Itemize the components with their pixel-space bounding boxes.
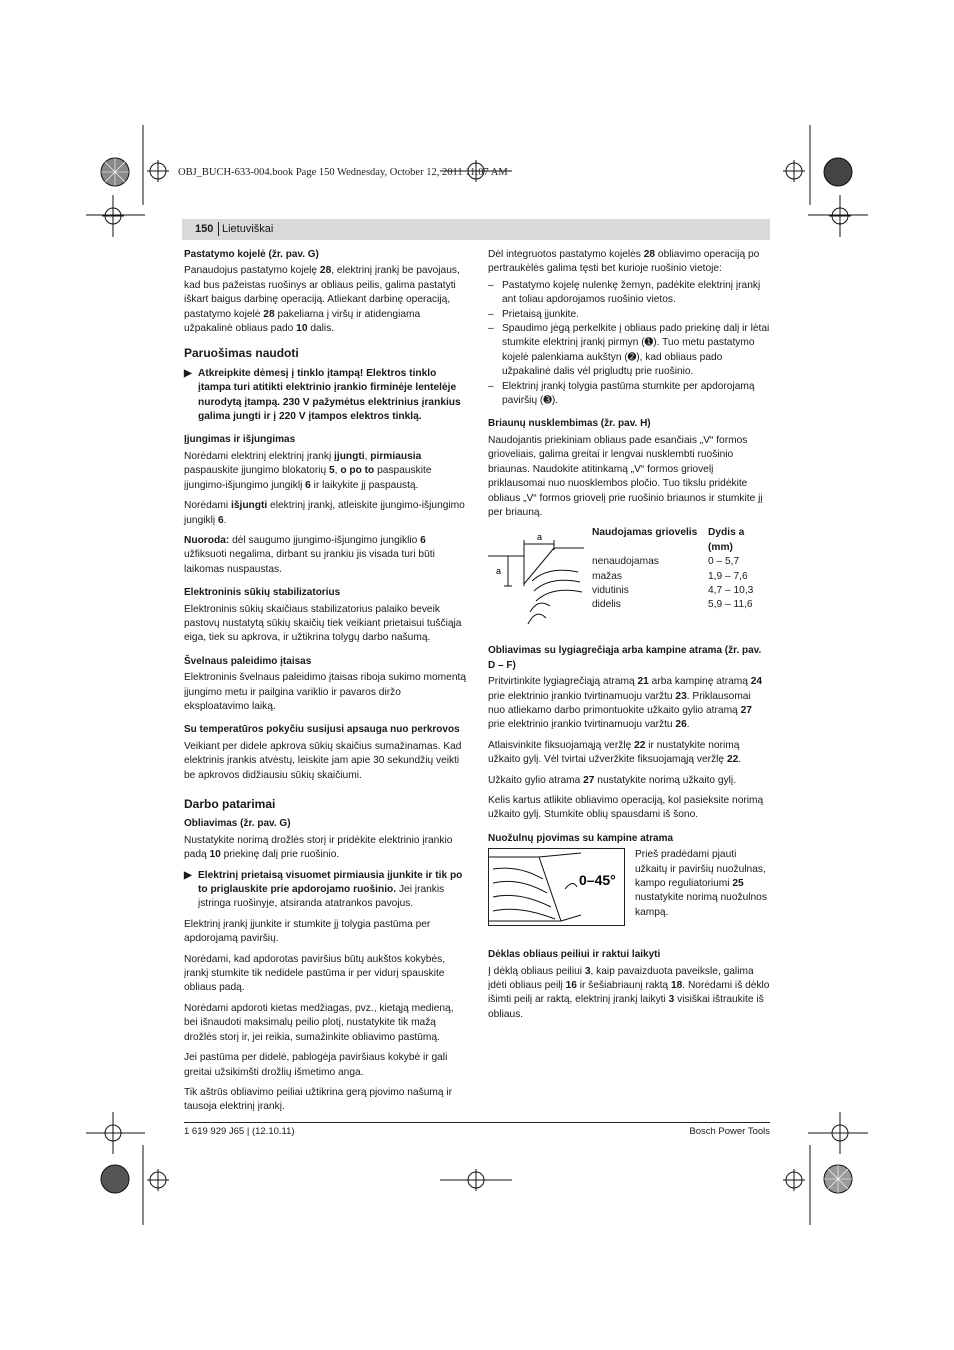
- list-item: – Pastatymo kojelę nulenkę žemyn, padėkite elektrinį įrankį ant toliau apdorojamos ruošinio vietos.: [488, 279, 761, 306]
- page-header: [182, 219, 770, 240]
- paragraph: Norėdami apdoroti kietas medžiagas, pvz., kietąją medieną, bei išnaudoti maksimalų peilio plotį, nustatykite tik mažą drožlės storį ir, jei reikia, sumažinkite obliavimo pastūmą.: [184, 1002, 454, 1043]
- chamfer-illustration: [488, 526, 588, 626]
- svg-text:a: a: [496, 566, 502, 577]
- section-heading: Paruošimas naudoti: [184, 346, 299, 361]
- list-item: – Spaudimo jėgą perkelkite į obliaus pado priekinę dalį ir lėtai stumkite elektrinį įrankį pirmyn (➊). Tuo metu pastatymo kojelė palenkiama aukštyn (➋), kad obliaus pado užpakalinė dalis vėl prigludtų prie ruošinio.: [488, 323, 770, 378]
- section-title: Pastatymo kojelė (žr. pav. G): [184, 249, 319, 260]
- footer-doc-number: 1 619 929 J65 | (12.10.11): [184, 1126, 295, 1137]
- section-title: Su temperatūros pokyčiu susijusi apsauga nuo perkrovos: [184, 724, 460, 736]
- paragraph: Atlaisvinkite fiksuojamąją veržlę 22 ir nustatykite norimą užkaito gylį. Vėl tvirtai užveržkite fiksuojamąją veržlę 22.: [488, 739, 742, 766]
- svg-text:0–45°: 0–45°: [579, 872, 616, 889]
- bevel-section: [488, 848, 770, 932]
- table-data: [592, 526, 770, 626]
- list-item: – Elektrinį įrankį tolygia pastūma stumkite per apdorojamą paviršių (➌).: [488, 380, 755, 407]
- paragraph: Nuoroda: dėl saugumo įjungimo-išjungimo jungiklio 6 užfiksuoti negalima, dirbant su įrankiu jis visada turi būti laikomas nuspaustas.: [184, 534, 435, 575]
- bevel-illustration: [489, 849, 624, 925]
- section-title: Briaunų nusklembimas (žr. pav. H): [488, 418, 651, 430]
- paragraph: Norėdami elektrinį elektrinį įrankį įjungti, pirmiausia paspauskite įjungimo blokatorių 5, o po to paspauskite įjungimo-išjungimo jungiklį 6 ir laikykite jį paspaustą.: [184, 450, 432, 491]
- table-row: vidutinis 4,7 – 10,3: [592, 584, 754, 596]
- section-title: Dėklas obliaus peiliui ir raktui laikyti: [488, 949, 661, 961]
- bevel-figure: [488, 848, 625, 926]
- paragraph: Dėl integruotos pastatymo kojelės 28 obliavimo operaciją po pertraukėlės galima tęsti bet kurioje ruošinio vietoje:: [488, 249, 760, 275]
- paragraph: Panaudojus pastatymo kojelę 28, elektrinį įrankį be pavojaus, kad bus pažeistas ruošinys ar obliaus peilis, galima pastatyti iškart baigus darbinę operaciją. Atliekant darbinę operaciją, pastatymo kojelė 28 pakeliama į viršų ir atidengiama užpakalinė obliaus pado 10 dalis.: [184, 265, 460, 335]
- paragraph: Kelis kartus atlikite obliavimo operaciją, kol pasieksite norimą užkaito gylį. Stumkite oblių spausdami iš šono.: [488, 794, 764, 821]
- paragraph: Elektrinį įrankį įjunkite ir stumkite jį tolygia pastūma per apdorojamą paviršių.: [184, 918, 431, 945]
- right-column: [488, 248, 770, 1028]
- paragraph: Į dėklą obliaus peiliui 3, kaip pavaizduota paveiksle, galima įdėti obliaus peilį 16 ir šešiabriaunį raktą 18. Norėdami iš dėklo išimti peilį ar raktą, elektrinį įrankį laikyti 3 visiškai ištraukite iš obliaus.: [488, 965, 770, 1020]
- language-label: Lietuviškai: [222, 223, 274, 235]
- table-row: nenaudojamas 0 – 5,7: [592, 556, 740, 568]
- paragraph: Prieš pradėdami pjauti užkaitų ir paviršių nuožulnas, kampo reguliatoriumi 25 nustatykite norimą nuožulnos kampą.: [635, 849, 767, 918]
- warning-item: [184, 367, 466, 425]
- paragraph: Tik aštrūs obliavimo peiliai užtikrina gerą pjovimo našumą ir tausoja elektrinį įrankį.: [184, 1086, 452, 1113]
- footer-rule: [184, 1122, 770, 1123]
- paragraph: Pritvirtinkite lygiagrečiąją atramą 21 arba kampinę atramą 24 prie elektrinio įrankio tvirtinamuoju varžtu 23. Priklausomai nuo atliekamo darbo primontuokite užkaito gylio atramą 27 prie elektrinio įrankio tvirtinamuoju varžtu 26.: [488, 676, 763, 731]
- table-row: mažas 1,9 – 7,6: [592, 570, 748, 582]
- paragraph: Elektroninis sūkių skaičiaus stabilizatorius palaiko beveik pastovų nustatytą sūkių skaičių tiek veikiant prietaisui tuščiąja eiga, tiek su apkrova, ir užtikrina tolygų darbo našumą.: [184, 603, 462, 644]
- paragraph: Norėdami išjungti elektrinį įrankį, atleiskite įjungimo-išjungimo jungiklį 6.: [184, 500, 465, 526]
- header-separator: [218, 222, 219, 236]
- footer-brand: Bosch Power Tools: [689, 1126, 770, 1137]
- section-title: Obliavimas (žr. pav. G): [184, 818, 291, 830]
- section-title: Įjungimas ir išjungimas: [184, 434, 296, 446]
- table-header-row: Naudojamas griovelis Dydis a (mm): [592, 527, 745, 553]
- page-number: 150: [195, 223, 214, 235]
- table-row: didelis 5,9 – 11,6: [592, 599, 753, 611]
- section-title: Obliavimas su lygiagrečiąja arba kampine atrama (žr. pav. D – F): [488, 645, 762, 671]
- paragraph: Elektroninis švelnaus paleidimo įtaisas riboja sukimo momentą įjungimo metu ir pailgina variklio ir pavaros diržo eksploatavimo laiką.: [184, 672, 466, 712]
- paragraph: Norėdami, kad apdorotas paviršius būtų aukštos kokybės, įrankį stumkite tik nedidele pastūma ir per vidurį spauskite obliaus padą.: [184, 953, 446, 994]
- groove-size-table: [488, 526, 770, 626]
- left-column: [184, 248, 466, 1121]
- section-title: Nuožulnų pjovimas su kampine atrama: [488, 832, 674, 844]
- list-item: – Prietaisą įjunkite.: [488, 308, 580, 320]
- bullet-triangle-icon: ▶: [184, 869, 192, 881]
- section-title: Elektroninis sūkių stabilizatorius: [184, 587, 341, 599]
- section-heading: Darbo patarimai: [184, 797, 276, 811]
- warning-text: Atkreipkite dėmesį į tinklo įtampą! Elektros tinklo įtampa turi atitikti elektrinio įrankio firminėje lentelėje nurodytą įtampą. 230 V pažymėtus elektrinius įrankius galima jungti ir į 220 V įtampos elektros tinklą.: [198, 367, 461, 423]
- paragraph: Naudojantis priekiniam obliaus pade esančiais „V“ formos grioveliais, galima greitai ir lengvai nusklembti ruošinio briaunas. Naudokite atitinkamą „V“ formos griovelį priklausomai nuo nuosklembos pločio. Tuo tikslu pridėkite obliaus „V“ formos griovelį prie ruošinio briaunos ir stumkite jį per briauną.: [488, 434, 763, 518]
- bullet-triangle-icon: ▶: [184, 367, 192, 379]
- svg-text:a: a: [537, 532, 543, 543]
- paragraph: Nustatykite norimą drožlės storį ir pridėkite elektrinio įrankio padą 10 priekinę dalį prie ruošinio.: [184, 834, 453, 861]
- dash-list: [488, 279, 770, 409]
- warning-item: [184, 869, 466, 912]
- paragraph: Jei pastūma per didelė, pablogėja paviršiaus kokybė ir gali greitai užsikimšti drožlių išmetimo anga.: [184, 1052, 448, 1078]
- paragraph: Užkaito gylio atrama 27 nustatykite norimą užkaito gylį.: [488, 774, 737, 786]
- book-info-line: OBJ_BUCH-633-004.book Page 150 Wednesday, October 12, 2011 11:07 AM: [178, 167, 508, 178]
- chamfer-figure: [488, 526, 588, 626]
- warning-text: Elektrinį prietaisą visuomet pirmiausia įjunkite ir tik po to priglauskite prie apdorojamo ruošinio. Jei įrankis įstringa ruošinyje, atsiranda atatrankos pavojus.: [198, 869, 463, 910]
- section-title: Švelnaus paleidimo įtaisas: [184, 655, 312, 667]
- paragraph: Veikiant per didele apkrova sūkių skaičius sumažinamas. Kad elektrinis įrankis atvėstų, leiskite jam apie 30 sekundžių veikti be apkrovos didžiausiu sūkių skaičiumi.: [184, 740, 462, 781]
